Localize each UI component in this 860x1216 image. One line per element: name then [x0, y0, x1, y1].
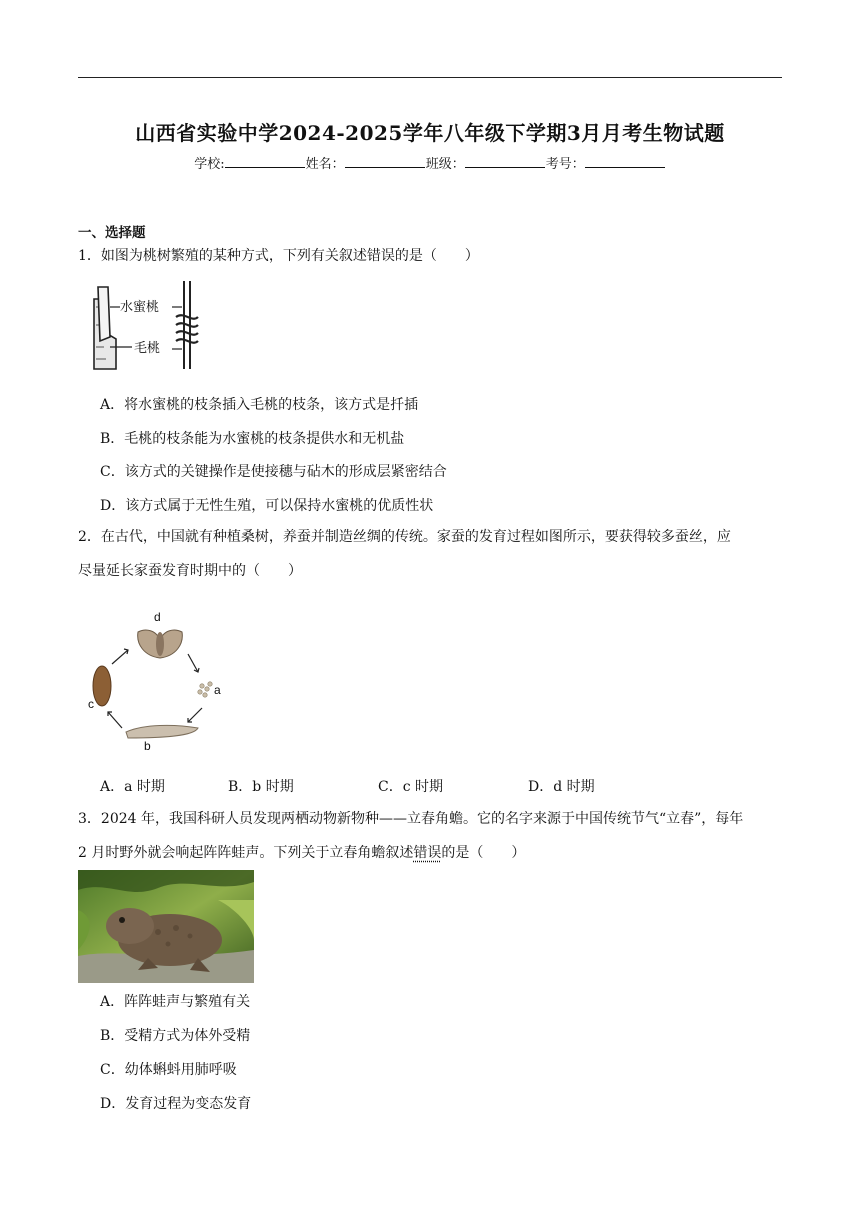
q3-stem-line2: [78, 838, 525, 868]
q2-option-b[interactable]: B．b 时期: [228, 779, 294, 795]
section-heading: 一、选择题: [78, 225, 146, 241]
stage-label-d: d: [154, 610, 161, 624]
q2-stem-line1: 2．在古代，中国就有种植桑树，养蚕并制造丝绸的传统。家蚕的发育过程如图所示，要获得较多蚕丝，应: [78, 529, 731, 545]
name-blank[interactable]: [345, 155, 425, 168]
q3-stem-post: 的是（ ）: [441, 845, 526, 861]
q1-option-b[interactable]: B．毛桃的枝条能为水蜜桃的枝条提供水和无机盐: [100, 431, 405, 447]
q3-option-c[interactable]: C．幼体蝌蚪用肺呼吸: [100, 1062, 237, 1078]
student-info-line: [0, 153, 860, 172]
stage-label-a: a: [214, 683, 221, 697]
school-label: 学校:: [194, 157, 225, 172]
number-label: 考号：: [545, 157, 585, 172]
q3-stem-emphasis: 错误: [413, 845, 442, 861]
q1-option-c[interactable]: C．该方式的关键操作是使接穗与砧木的形成层紧密结合: [100, 464, 447, 480]
number-blank[interactable]: [585, 155, 665, 168]
silkworm-lifecycle-figure: [84, 604, 244, 754]
q3-stem-pre: 2 月时野外就会响起阵阵蛙声。下列关于立春角蟾叙述: [78, 845, 414, 861]
q2-option-a[interactable]: A．a 时期: [100, 779, 165, 795]
q3-option-a[interactable]: A．阵阵蛙声与繁殖有关: [100, 994, 251, 1010]
class-label: 班级：: [425, 157, 465, 172]
q2-option-c[interactable]: C．c 时期: [378, 779, 444, 795]
q1-option-a[interactable]: A．将水蜜桃的枝条插入毛桃的枝条，该方式是扦插: [100, 397, 419, 413]
name-label: 姓名：: [305, 157, 345, 172]
page-title: 山西省实验中学2024-2025学年八年级下学期3月月考生物试题: [135, 121, 725, 145]
class-blank[interactable]: [465, 155, 545, 168]
q1-option-d[interactable]: D．该方式属于无性生殖，可以保持水蜜桃的优质性状: [100, 498, 434, 514]
q3-option-d[interactable]: D．发育过程为变态发育: [100, 1096, 252, 1112]
toad-photo: [78, 870, 254, 983]
q3-option-b[interactable]: B．受精方式为体外受精: [100, 1028, 251, 1044]
q1-stem: 1．如图为桃树繁殖的某种方式，下列有关叙述错误的是（ ）: [78, 248, 479, 264]
header-rule: [78, 77, 782, 78]
stage-label-c: c: [88, 697, 94, 711]
stage-label-b: b: [144, 739, 151, 753]
q2-option-d[interactable]: D．d 时期: [528, 779, 595, 795]
q2-options: [100, 776, 620, 796]
school-blank[interactable]: [225, 155, 305, 168]
grafting-figure: [88, 277, 208, 373]
q3-stem-line1: 3．2024 年，我国科研人员发现两栖动物新物种——立春角蟾。它的名字来源于中国传统节气“立春”，每年: [78, 811, 744, 827]
fig-label-rootstock: 毛桃: [134, 340, 161, 355]
q2-stem-line2: 尽量延长家蚕发育时期中的（ ）: [78, 563, 302, 579]
fig-label-scion: 水蜜桃: [120, 299, 160, 314]
